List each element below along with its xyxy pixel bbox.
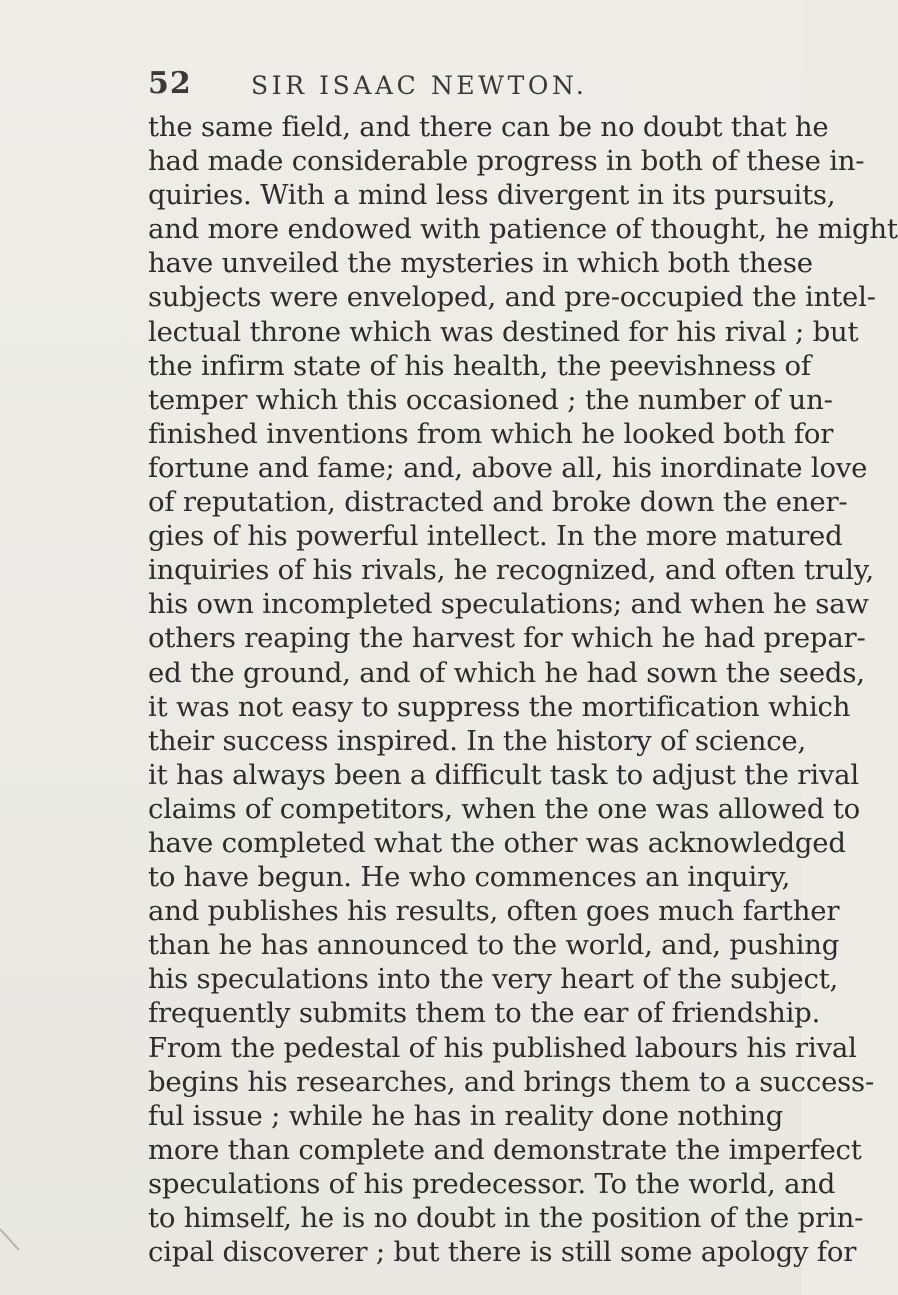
text-line: ful issue ; while he has in reality done nothing [148,1099,784,1132]
text-line: have unveiled the mysteries in which both these [148,247,813,280]
text-line: his own incompleted speculations; and when he saw [148,588,869,621]
text-line: gies of his powerful intellect. In the more matured [148,520,843,553]
text-line: their success inspired. In the history of science, [148,724,807,757]
text-line: claims of competitors, when the one was allowed to [148,792,861,825]
text-line: to have begun. He who commences an inquiry, [148,861,791,894]
text-line: speculations of his predecessor. To the world, and [148,1167,836,1200]
text-line: and publishes his results, often goes much farther [148,895,840,928]
page-header [148,66,788,106]
text-line: inquiries of his rivals, he recognized, and often truly, [148,554,874,587]
text-line: his speculations into the very heart of the subject, [148,963,839,996]
page-edge-mark [0,1228,19,1250]
text-line: more than complete and demonstrate the imperfect [148,1133,862,1166]
body-text [148,110,898,1269]
text-line: others reaping the harvest for which he had prepar- [148,622,866,655]
text-line: have completed what the other was acknowledged [148,826,846,859]
text-line: From the pedestal of his published labours his rival [148,1031,857,1064]
text-line: had made considerable progress in both of these in- [148,145,865,178]
running-head: SIR ISAAC NEWTON. [251,71,588,100]
text-line: to himself, he is no doubt in the position of the prin- [148,1202,864,1234]
text-line: the same field, and there can be no doubt that he [148,111,829,143]
page-number: 52 [148,66,192,101]
text-line: it has always been a difficult task to adjust the rival [148,758,859,791]
text-line: begins his researches, and brings them to a success- [148,1065,875,1098]
text-line: the infirm state of his health, the peevishness of [148,349,811,382]
text-line: frequently submits them to the ear of friendship. [148,997,821,1030]
text-line: cipal discoverer ; but there is still some apology for [148,1236,857,1269]
text-line: ed the ground, and of which he had sown the seeds, [148,656,865,689]
text-line: quiries. With a mind less divergent in its pursuits, [148,179,836,212]
text-line: than he has announced to the world, and, pushing [148,929,840,962]
text-line: of reputation, distracted and broke down the ener- [148,486,848,519]
text-line: finished inventions from which he looked both for [148,417,834,450]
text-line: lectual throne which was destined for his rival ; but [148,315,859,348]
text-line: and more endowed with patience of thought, he might [148,213,898,246]
text-line: it was not easy to suppress the mortification which [148,690,851,723]
text-line: temper which this occasioned ; the number of un- [148,383,833,416]
text-line: subjects were enveloped, and pre-occupied the intel- [148,281,876,314]
text-line: fortune and fame; and, above all, his inordinate love [148,451,868,484]
